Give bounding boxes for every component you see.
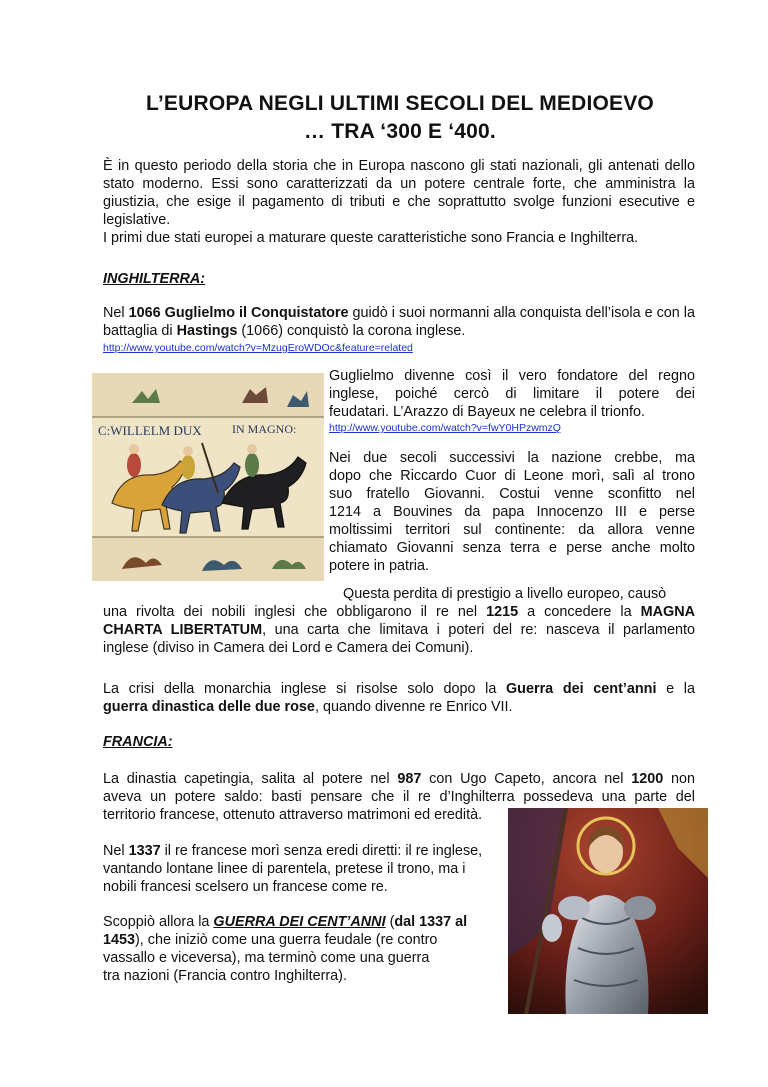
tapestry-inscription-left: C:WILLELM DUX [98, 423, 202, 438]
bold-span: Hastings [176, 323, 238, 339]
guerra-line-1 [103, 913, 467, 931]
guerra-line-4: tra nazioni (Francia contro Inghilterra). [103, 968, 347, 984]
text-span: , una carta che limitava i poteri del re: nasceva il parlamento [262, 622, 695, 638]
text-span: Nel [103, 843, 129, 859]
section-heading-francia: FRANCIA: [103, 734, 173, 750]
tapestry-inscription-right: IN MAGNO: [232, 422, 297, 436]
guerra-line-3: vassallo e viceversa), ma terminò come una guerra [103, 950, 430, 966]
text-span: (1066) conquistò la corona inglese. [237, 323, 466, 339]
erede-line-1 [103, 842, 482, 860]
page-title-line-2: … TRA ‘300 E ‘400. [304, 120, 496, 143]
giovanni-line-5: moltissimi territori sul continente: da allora venne [329, 522, 695, 538]
bold-span: 1200 [631, 771, 664, 787]
giovanni-line-2: dopo che Riccardo Cuor di Leone morì, salì al trono [329, 468, 695, 484]
text-span: una rivolta dei nobili inglesi che obbligarono il re nel [103, 604, 487, 620]
youtube-link-2[interactable]: http://www.youtube.com/watch?v=fwY0HPzwmzQ [329, 422, 561, 434]
section-heading-inghilterra: INGHILTERRA: [103, 271, 206, 287]
capetingi-line-3: territorio francese, ottenuto attraverso matrimoni ed eredità. [103, 807, 483, 823]
guglielmo-line-2: inglese, poiché cercò di limitare il potere dei [329, 386, 695, 402]
crisi-line-1 [103, 680, 695, 698]
bold-span: 987 [397, 771, 422, 787]
text-span: guidò i suoi normanni alla conquista dell’isola e con la battaglia di [103, 305, 696, 339]
crisi-line-2 [103, 698, 513, 716]
hastings-paragraph [103, 304, 695, 340]
bold-span: CHARTA LIBERTATUM [103, 622, 263, 638]
text-span: ( [385, 914, 395, 930]
page-title-line-1: L’EUROPA NEGLI ULTIMI SECOLI DEL MEDIOEVO [146, 92, 654, 115]
magna-charta-line-3 [103, 621, 695, 639]
text-span: La dinastia capetingia, salita al potere nel [103, 771, 398, 787]
magna-charta-line-1: Questa perdita di prestigio a livello europeo, causò [343, 586, 667, 602]
capetingi-line-2: aveva un potere saldo: basti pensare che il re d’Inghilterra possedeva una parte del [103, 789, 695, 805]
text-span: a concedere la [518, 604, 641, 620]
text-span: con Ugo Capeto, ancora nel [421, 771, 632, 787]
capetingi-line-1 [103, 770, 695, 788]
giovanni-line-4: 1214 a Bouvines da papa Innocenzo III e perse [329, 504, 695, 520]
bold-span: MAGNA [640, 604, 695, 620]
text-span: Scoppiò allora la [103, 914, 214, 930]
erede-line-2: vantando lontane linee di parentela, pretese il trono, ma i [103, 861, 466, 877]
bold-span: guerra dinastica delle due rose [103, 699, 315, 715]
intro-paragraph: È in questo periodo della storia che in Europa nascono gli stati nazionali, gli antenati dello stato moderno. Essi sono caratterizzati da un potere centrale forte, che amministra la giustizia, che esige il pagamento di tributi e che soprattutto svolge funzioni esecutive e legislative. [103, 158, 695, 228]
giovanni-line-1: Nei due secoli successivi la nazione crebbe, ma [329, 450, 695, 466]
bold-span: 1453 [103, 932, 136, 948]
bold-span: 1337 [128, 843, 161, 859]
joan-of-arc-image [508, 808, 708, 1014]
bayeux-tapestry-image [92, 373, 324, 581]
bold-span: GUERRA DEI CENT’ANNI [213, 914, 386, 930]
magna-charta-line-2 [103, 603, 695, 621]
giovanni-line-7: potere in patria. [329, 558, 429, 574]
text-span: il re francese morì senza eredi diretti: il re inglese, [160, 843, 483, 859]
text-span: La crisi della monarchia inglese si risolse solo dopo la [103, 681, 506, 697]
bold-span: Guerra dei cent’anni [505, 681, 657, 697]
erede-line-3: nobili francesi scelsero un francese come re. [103, 879, 388, 895]
bold-span: 1066 Guglielmo il Conquistatore [128, 305, 349, 321]
giovanni-line-6: chiamato Giovanni senza terra e perse anche molto [329, 540, 695, 556]
giovanni-line-3: suo fratello Giovanni. Costui venne sconfitto nel [329, 486, 695, 502]
intro-paragraph-2: I primi due stati europei a maturare queste caratteristiche sono Francia e Inghilterra. [103, 230, 639, 246]
youtube-link-1[interactable]: http://www.youtube.com/watch?v=MzugEroWDOc&feature=related [103, 342, 413, 354]
guglielmo-line-1: Guglielmo divenne così il vero fondatore del regno [329, 368, 695, 384]
guerra-line-2 [103, 931, 437, 949]
guglielmo-line-3: feudatari. L’Arazzo di Bayeux ne celebra il trionfo. [329, 404, 645, 420]
text-span: e la [656, 681, 695, 697]
text-span: Nel [103, 305, 129, 321]
magna-charta-line-4: inglese (diviso in Camera dei Lord e Camera dei Comuni). [103, 640, 474, 656]
text-span: ), che iniziò come una guerra feudale (re contro [135, 932, 438, 948]
text-span: non [663, 771, 695, 787]
bold-span: 1215 [486, 604, 519, 620]
text-span: , quando divenne re Enrico VII. [314, 699, 513, 715]
bold-span: dal 1337 al [394, 914, 468, 930]
